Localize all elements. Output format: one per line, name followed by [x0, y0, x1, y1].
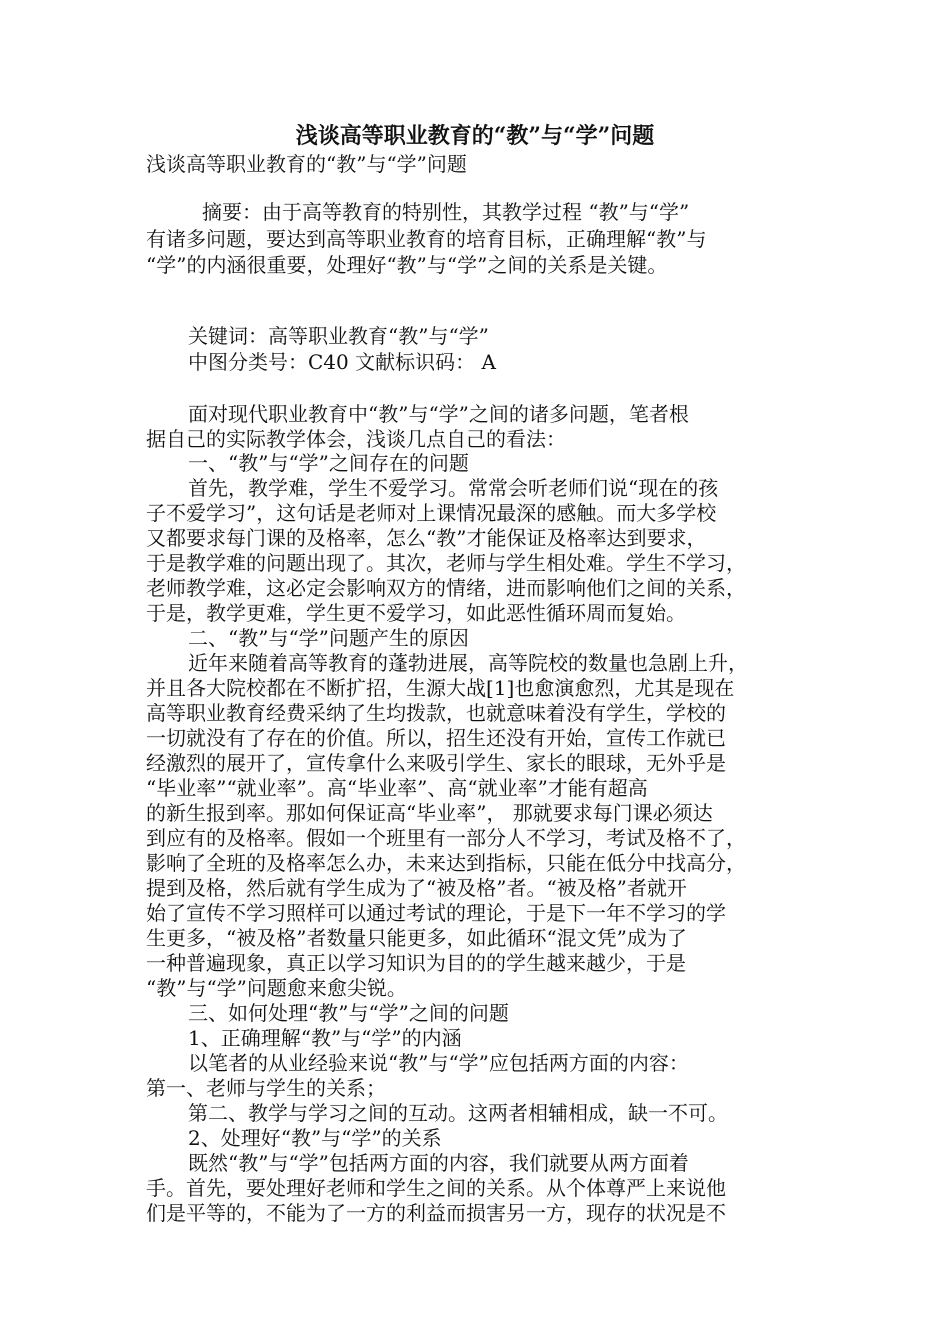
- section-heading: 二、“教”与“学”问题产生的原因: [188, 626, 469, 650]
- section-heading: 三、如何处理“教”与“学”之间的问题: [188, 1001, 509, 1025]
- abstract-line: “学”的内涵很重要，处理好“教”与“学”之间的关系是关键。: [146, 253, 668, 277]
- abstract-line: 有诸多问题，要达到高等职业教育的培育目标，正确理解“教”与: [146, 227, 707, 251]
- body-line: 的新生报到率。那如何保证高“毕业率”， 那就要求每门课必须达: [146, 801, 713, 825]
- body-line: 第二、教学与学习之间的互动。这两者相辅相成，缺一不可。: [188, 1101, 728, 1125]
- section-heading: 一、“教”与“学”之间存在的问题: [188, 451, 469, 475]
- body-line: 们是平等的，不能为了一方的利益而损害另一方，现存的状况是不: [146, 1201, 726, 1225]
- body-line: 高等职业教育经费采纳了生均拨款，也就意味着没有学生，学校的: [146, 701, 726, 725]
- body-line: 首先，教学难，学生不爱学习。常常会听老师们说“现在的孩: [188, 476, 719, 500]
- subsection-heading: 1、正确理解“教”与“学”的内涵: [188, 1026, 462, 1050]
- body-line: 并且各大院校都在不断扩招，生源大战[1]也愈演愈烈，尤其是现在: [146, 676, 735, 700]
- body-line: 一切就没有了存在的价值。所以，招生还没有开始，宣传工作就已: [146, 726, 726, 750]
- body-line: 生更多，“被及格”者数量只能更多，如此循环“混文凭”成为了: [146, 926, 687, 950]
- classification: 中图分类号：C40 文献标识码： A: [188, 350, 496, 374]
- body-line: 第一、老师与学生的关系；: [146, 1076, 386, 1100]
- body-line: 于是教学难的问题出现了。其次，老师与学生相处难。学生不学习，: [146, 551, 746, 575]
- body-line: 面对现代职业教育中“教”与“学”之间的诸多问题，笔者根: [188, 402, 689, 426]
- body-line: 既然“教”与“学”包括两方面的内容，我们就要从两方面着: [188, 1151, 689, 1175]
- body-line: 经激烈的展开了，宣传拿什么来吸引学生、家长的眼球，无外乎是: [146, 751, 726, 775]
- document-subtitle: 浅谈高等职业教育的“教”与“学”问题: [146, 152, 467, 176]
- body-line: 始了宣传不学习照样可以通过考试的理论，于是下一年不学习的学: [146, 901, 726, 925]
- body-line: 提到及格，然后就有学生成为了“被及格”者。“被及格”者就开: [146, 876, 687, 900]
- body-line: “毕业率”“就业率”。高“毕业率”、高“就业率”才能有超高: [146, 776, 648, 800]
- body-line: 子不爱学习”，这句话是老师对上课情况最深的感触。而大多学校: [146, 501, 717, 525]
- body-line: 以笔者的从业经验来说“教”与“学”应包括两方面的内容：: [188, 1051, 689, 1075]
- abstract-line: 摘要：由于高等教育的特别性，其教学过程 “教”与“学”: [202, 200, 690, 224]
- body-line: 近年来随着高等教育的蓬勃进展，高等院校的数量也急剧上升，: [188, 651, 748, 675]
- body-line: 于是，教学更难，学生更不爱学习，如此恶性循环周而复始。: [146, 601, 686, 625]
- body-line: 一种普遍现象，真正以学习知识为目的的学生越来越少，于是: [146, 951, 686, 975]
- keywords: 关键词：高等职业教育“教”与“学”: [188, 324, 489, 348]
- body-line: 老师教学难，这必定会影响双方的情绪，进而影响他们之间的关系，: [146, 576, 746, 600]
- document-title: 浅谈高等职业教育的“教”与“学”问题: [295, 123, 655, 149]
- body-line: “教”与“学”问题愈来愈尖锐。: [146, 976, 407, 1000]
- subsection-heading: 2、处理好“教”与“学”的关系: [188, 1126, 442, 1150]
- body-line: 手。首先，要处理好老师和学生之间的关系。从个体尊严上来说他: [146, 1176, 726, 1200]
- body-line: 又都要求每门课的及格率，怎么“教”才能保证及格率达到要求，: [146, 526, 707, 550]
- body-line: 到应有的及格率。假如一个班里有一部分人不学习，考试及格不了，: [146, 826, 746, 850]
- body-line: 影响了全班的及格率怎么办，未来达到指标，只能在低分中找高分，: [146, 851, 746, 875]
- body-line: 据自己的实际教学体会，浅谈几点自己的看法：: [146, 427, 566, 451]
